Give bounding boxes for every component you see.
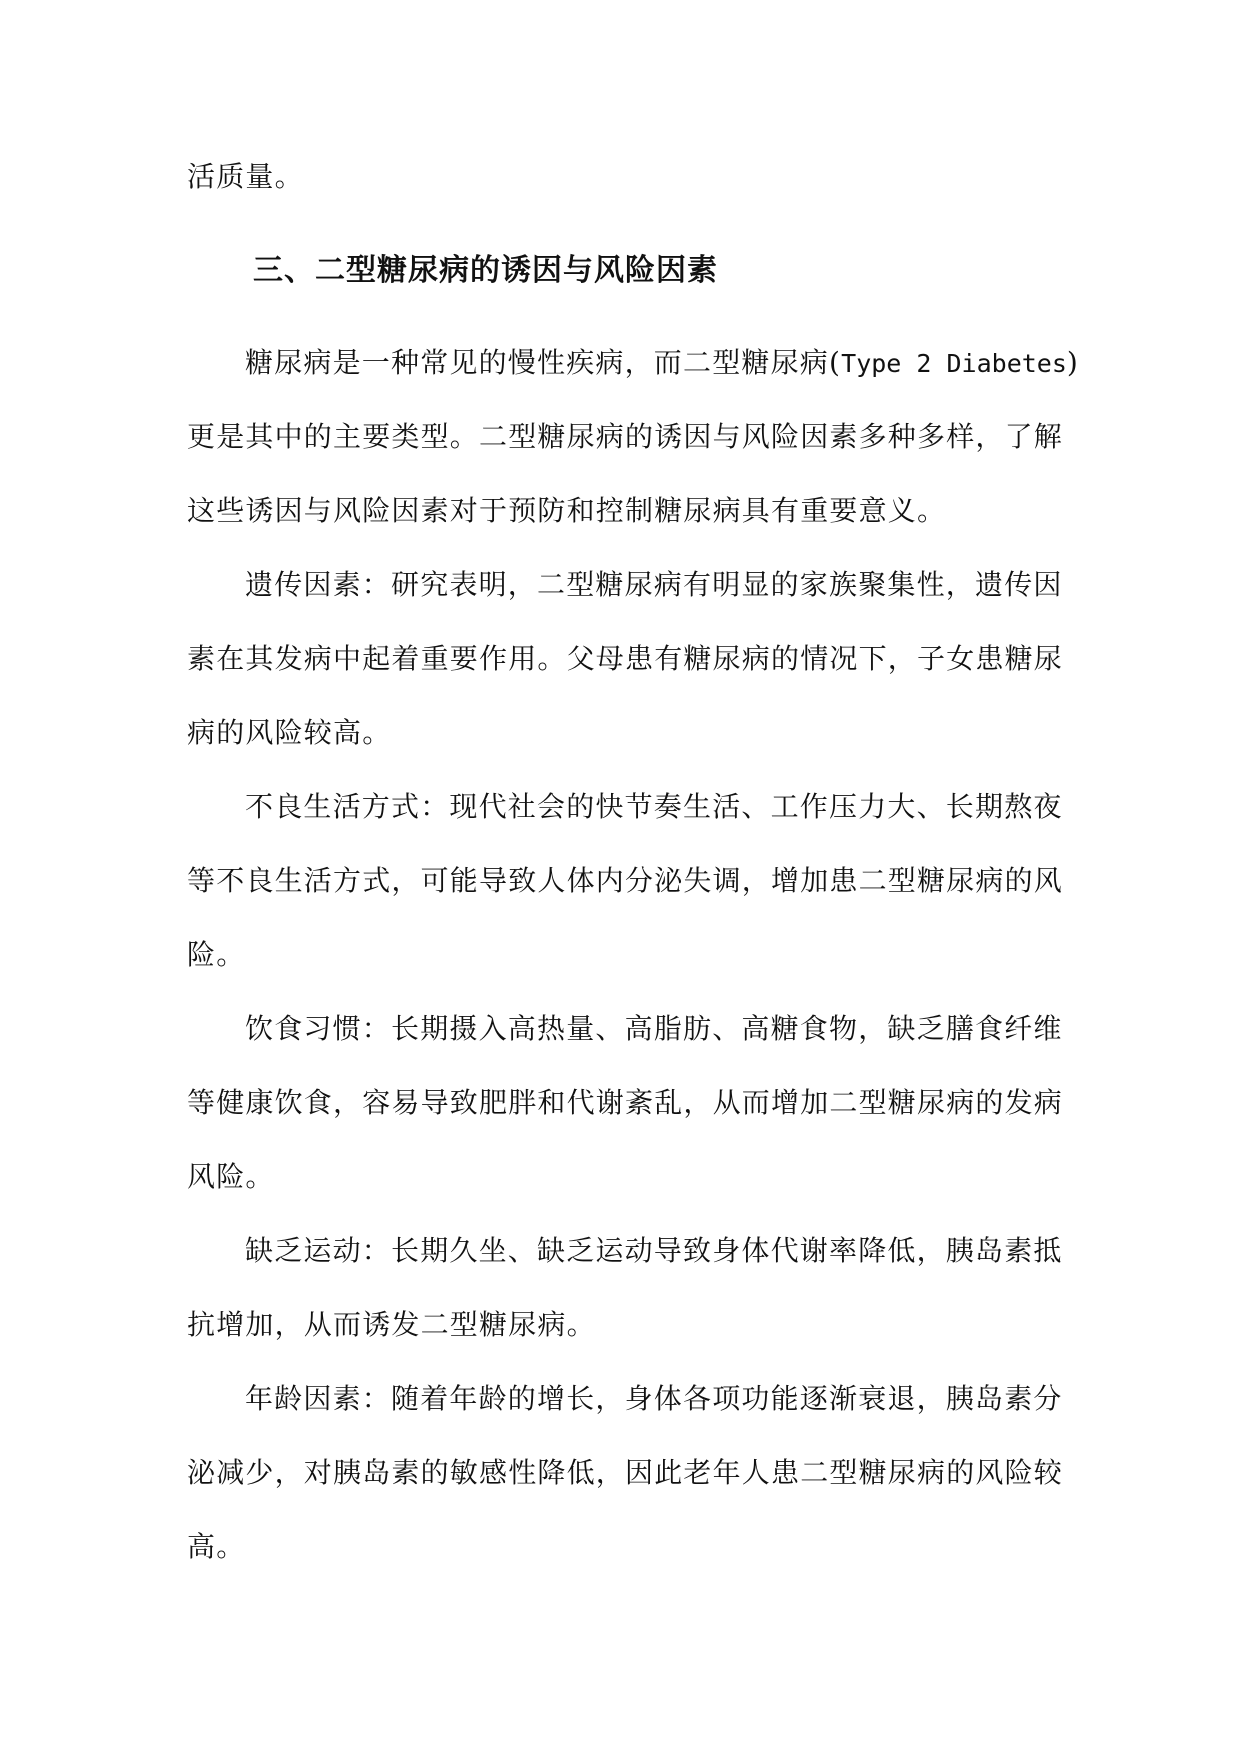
paragraph-line: 等不良生活方式，可能导致人体内分泌失调，增加患二型糖尿病的风 xyxy=(187,864,1064,897)
paragraph-line: 这些诱因与风险因素对于预防和控制糖尿病具有重要意义。 xyxy=(187,494,947,527)
paragraph-line: 年龄因素：随着年龄的增长，身体各项功能逐渐衰退，胰岛素分 xyxy=(245,1382,1063,1415)
paragraph-exercise xyxy=(187,1214,1063,1362)
paragraph-line: 饮食习惯：长期摄入高热量、高脂肪、高糖食物，缺乏膳食纤维 xyxy=(245,1012,1063,1045)
paragraph-lifestyle xyxy=(187,770,1064,992)
paragraph-line: 抗增加，从而诱发二型糖尿病。 xyxy=(187,1308,596,1341)
paragraph-line: 病的风险较高。 xyxy=(187,716,392,749)
paragraph-intro xyxy=(187,326,1080,548)
paragraph-line: 遗传因素：研究表明，二型糖尿病有明显的家族聚集性，遗传因 xyxy=(245,568,1063,601)
continued-text-line: 活质量。 xyxy=(187,160,304,193)
section-heading: 三、二型糖尿病的诱因与风险因素 xyxy=(253,253,718,288)
paragraph-text: ) xyxy=(1066,346,1080,379)
paragraph-diet xyxy=(187,992,1064,1214)
paragraph-line: 高。 xyxy=(187,1530,246,1563)
paragraph-line: 等健康饮食，容易导致肥胖和代谢紊乱，从而增加二型糖尿病的发病 xyxy=(187,1086,1064,1119)
paragraph-line: 险。 xyxy=(187,938,246,971)
paragraph-line: 更是其中的主要类型。二型糖尿病的诱因与风险因素多种多样，了解 xyxy=(187,420,1064,453)
paragraph-text: 糖尿病是一种常见的慢性疾病，而二型糖尿病( xyxy=(245,346,842,379)
paragraph-age xyxy=(187,1362,1064,1584)
paragraph-line: 风险。 xyxy=(187,1160,275,1193)
paragraph-line: 缺乏运动：长期久坐、缺乏运动导致身体代谢率降低，胰岛素抵 xyxy=(245,1234,1063,1267)
paragraph-line: 泌减少，对胰岛素的敏感性降低，因此老年人患二型糖尿病的风险较 xyxy=(187,1456,1064,1489)
document-body xyxy=(187,140,1080,1584)
paragraph-line: 素在其发病中起着重要作用。父母患有糖尿病的情况下，子女患糖尿 xyxy=(187,642,1064,675)
paragraph-genetic-factors xyxy=(187,548,1064,770)
latin-term: Type 2 Diabetes xyxy=(841,349,1067,378)
paragraph-line: 不良生活方式：现代社会的快节奏生活、工作压力大、长期熬夜 xyxy=(245,790,1063,823)
paragraph-line xyxy=(187,326,1080,400)
